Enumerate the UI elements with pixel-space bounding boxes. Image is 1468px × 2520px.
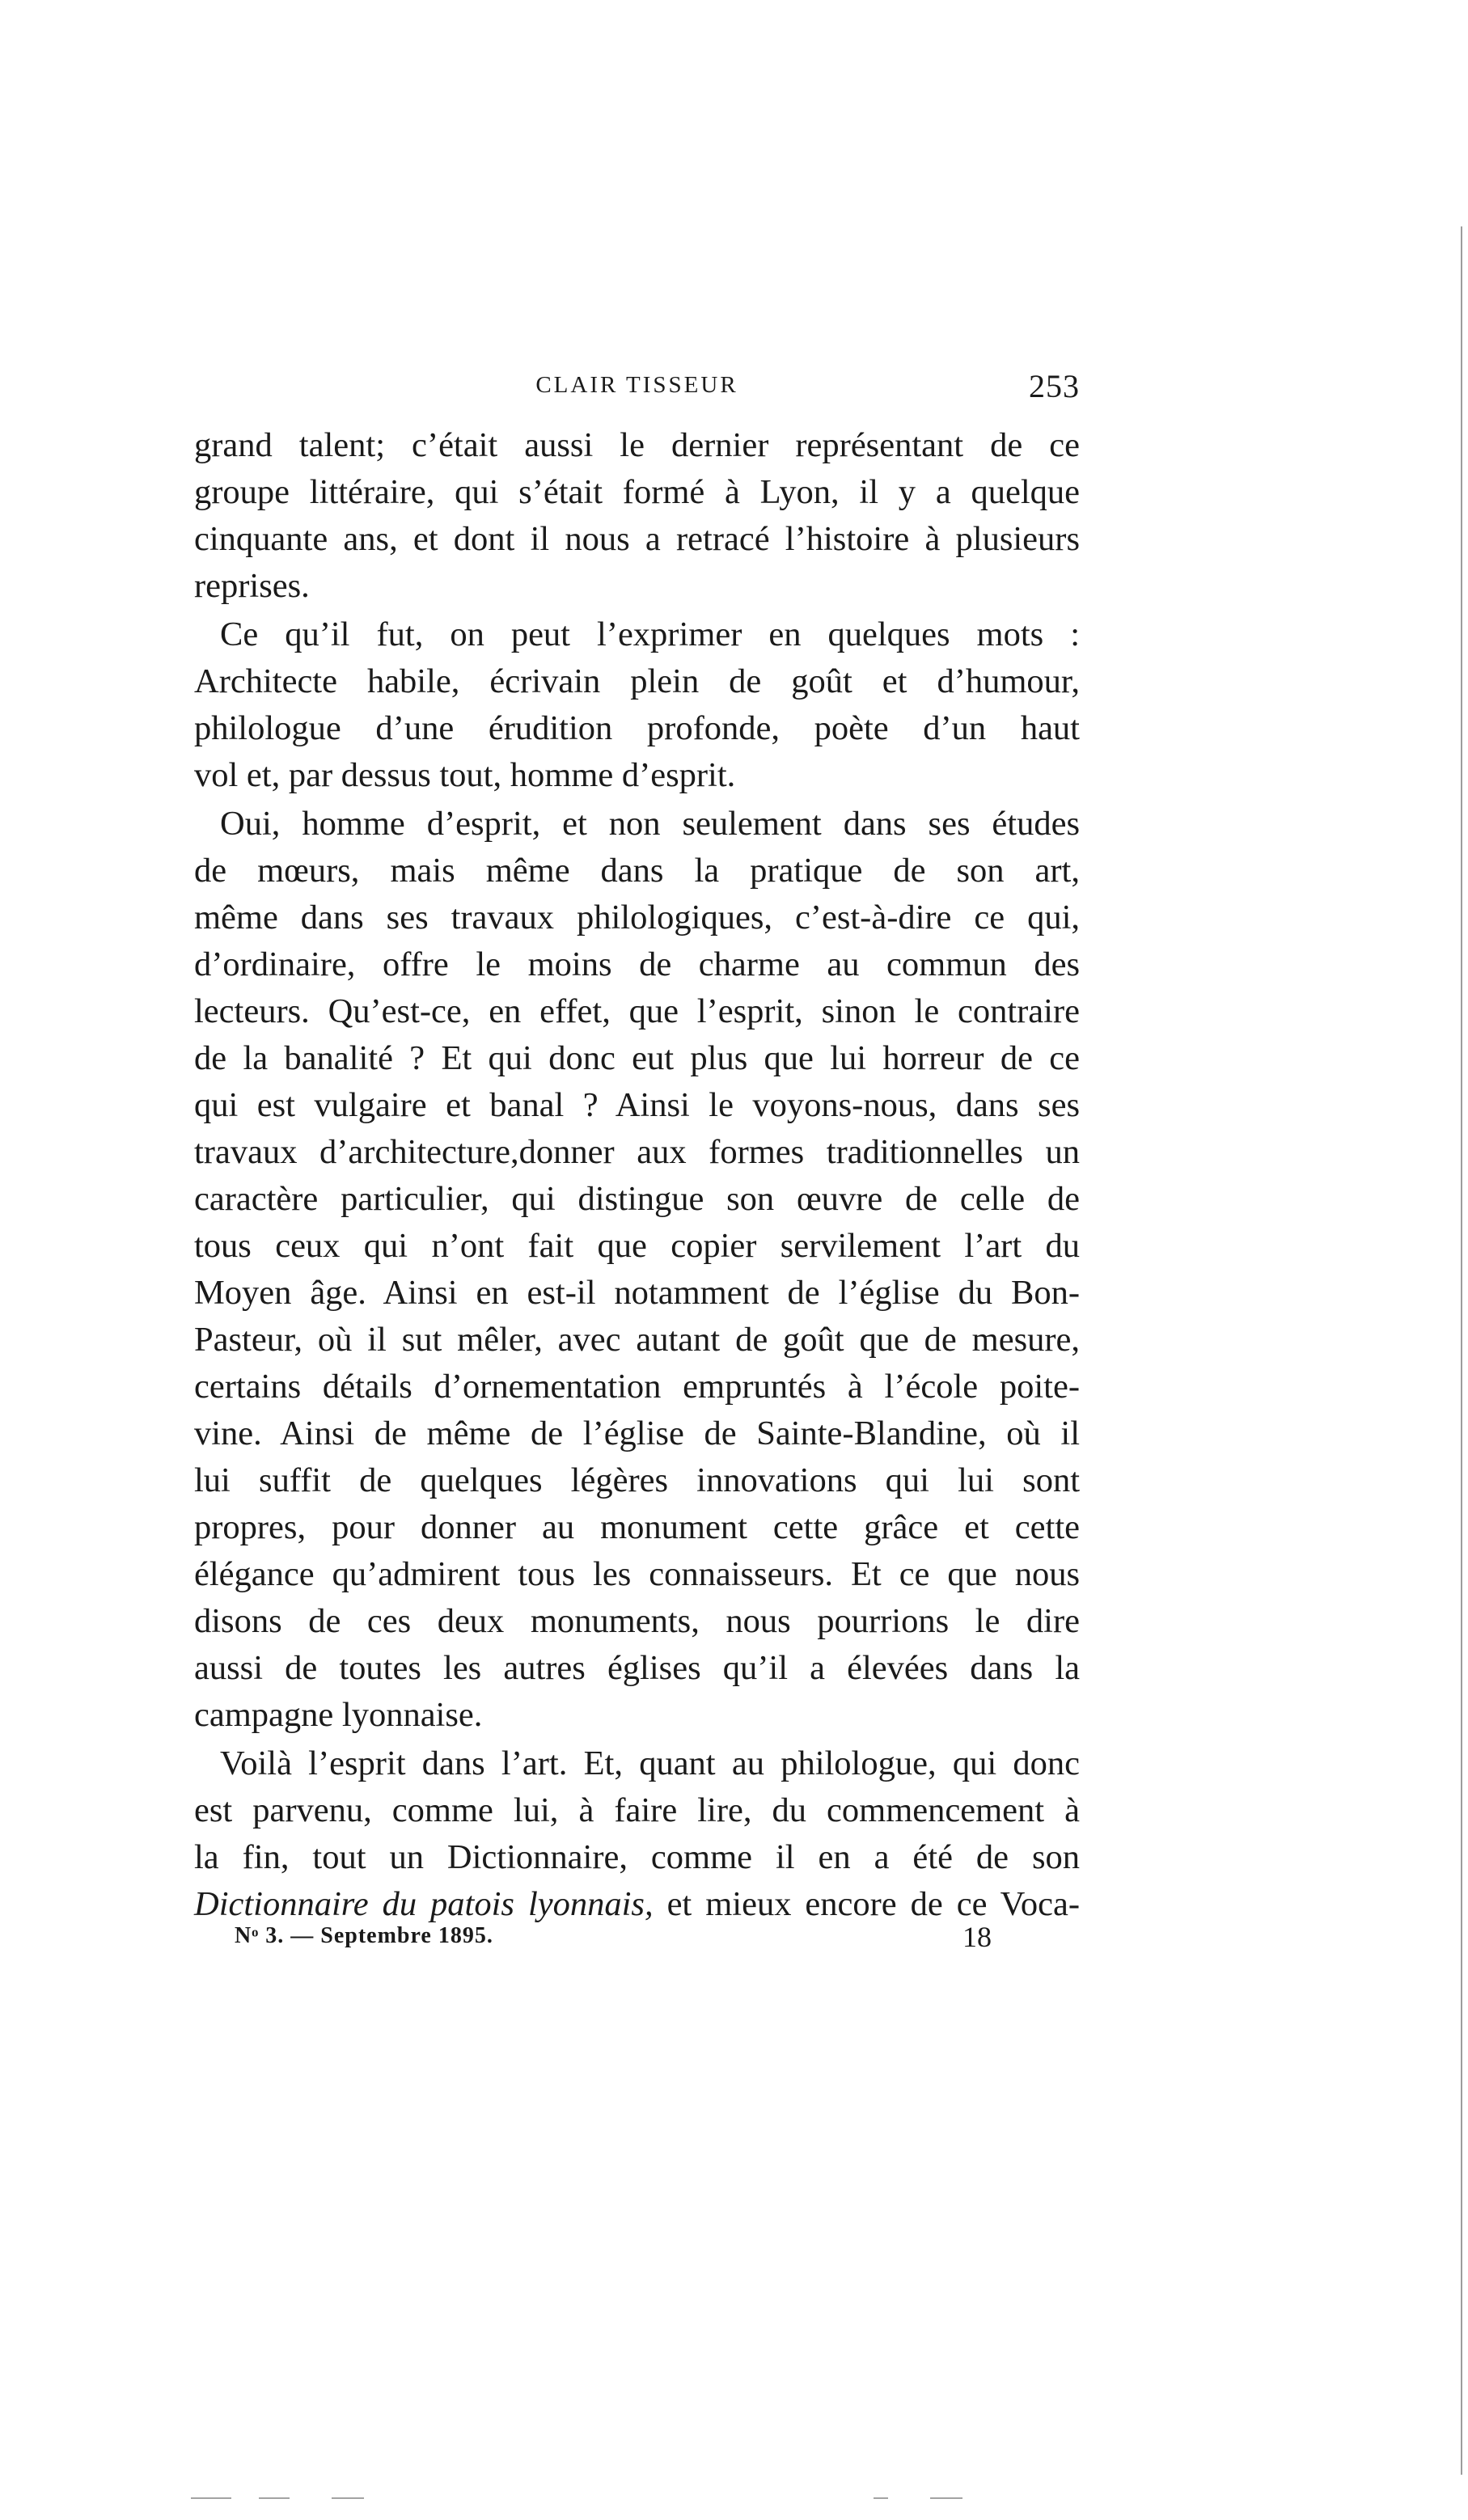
scan-artifact-dash	[874, 2497, 888, 2499]
text-line: même dans ses travaux philologiques, c’est-à-dire ce qui,	[194, 898, 1080, 937]
text-line: la fin, tout un Dictionnaire, comme il en a été de son	[194, 1838, 1080, 1876]
text-line: campagne lyonnaise.	[194, 1696, 483, 1734]
text-fragment: et mieux encore de ce Voca-	[653, 1885, 1080, 1923]
text-line: reprises.	[194, 567, 310, 605]
text-line: grand talent; c’était aussi le dernier représentant de ce	[194, 426, 1080, 464]
page-footer	[194, 1923, 1080, 1964]
text-line: vine. Ainsi de même de l’église de Sainte-Blandine, où il	[194, 1414, 1080, 1452]
text-line: vol et, par dessus tout, homme d’esprit.	[194, 756, 736, 794]
italic-title: Dictionnaire du patois lyonnais,	[194, 1885, 654, 1923]
paragraph-3	[194, 801, 1080, 1739]
text-line: Architecte habile, écrivain plein de goût et d’humour,	[194, 662, 1080, 700]
text-line: travaux d’architecture,donner aux formes traditionnelles un	[194, 1133, 1080, 1171]
scan-artifact-dash	[259, 2497, 290, 2499]
text-line: Voilà l’esprit dans l’art. Et, quant au philologue, qui donc	[220, 1744, 1080, 1782]
paragraph-2	[194, 611, 1080, 799]
text-line: qui est vulgaire et banal ? Ainsi le voyons-nous, dans ses	[194, 1086, 1080, 1124]
running-title: CLAIR TISSEUR	[535, 372, 738, 398]
text-line: Pasteur, où il sut mêler, avec autant de goût que de mesure,	[194, 1321, 1080, 1359]
text-line-mixed	[194, 1881, 1080, 1928]
text-line: Moyen âge. Ainsi en est-il notamment de l’église du Bon-	[194, 1274, 1080, 1312]
text-line: d’ordinaire, offre le moins de charme au commun des	[194, 945, 1080, 983]
running-header	[194, 364, 1080, 412]
body-text	[194, 422, 1080, 1928]
text-line: lui suffit de quelques légères innovations qui lui sont	[194, 1461, 1080, 1499]
paragraph-1	[194, 422, 1080, 610]
text-line: certains détails d’ornementation empruntés à l’école poite-	[194, 1368, 1080, 1406]
scan-artifact-dash	[930, 2497, 962, 2499]
page-edge-shadow	[1461, 226, 1462, 2475]
text-line: élégance qu’admirent tous les connaisseurs. Et ce que nous	[194, 1555, 1080, 1593]
text-line: tous ceux qui n’ont fait que copier servilement l’art du	[194, 1227, 1080, 1265]
text-line: philologue d’une érudition profonde, poète d’un haut	[194, 709, 1080, 747]
issue-signature: Nᵒ 3. — Septembre 1895.	[235, 1923, 493, 1948]
text-line: aussi de toutes les autres églises qu’il a élevées dans la	[194, 1649, 1080, 1687]
text-line: disons de ces deux monuments, nous pourrions le dire	[194, 1602, 1080, 1640]
text-line: Oui, homme d’esprit, et non seulement dans ses études	[220, 805, 1080, 843]
text-line: cinquante ans, et dont il nous a retracé l’histoire à plusieurs	[194, 520, 1080, 558]
text-line: est parvenu, comme lui, à faire lire, du commencement à	[194, 1791, 1080, 1829]
text-line: lecteurs. Qu’est-ce, en effet, que l’esprit, sinon le contraire	[194, 992, 1080, 1030]
sheet-number: 18	[962, 1921, 992, 1953]
page-number: 253	[1029, 368, 1080, 404]
scan-artifact-dash	[332, 2497, 364, 2499]
paragraph-4	[194, 1740, 1080, 1928]
text-line: caractère particulier, qui distingue son œuvre de celle de	[194, 1180, 1080, 1218]
scan-artifact-dash	[191, 2497, 231, 2499]
text-line: de la banalité ? Et qui donc eut plus que lui horreur de ce	[194, 1039, 1080, 1077]
text-line: Ce qu’il fut, on peut l’exprimer en quelques mots :	[220, 615, 1080, 653]
text-line: de mœurs, mais même dans la pratique de son art,	[194, 852, 1080, 890]
text-line: propres, pour donner au monument cette grâce et cette	[194, 1508, 1080, 1546]
text-line: groupe littéraire, qui s’était formé à Lyon, il y a quelque	[194, 473, 1080, 511]
